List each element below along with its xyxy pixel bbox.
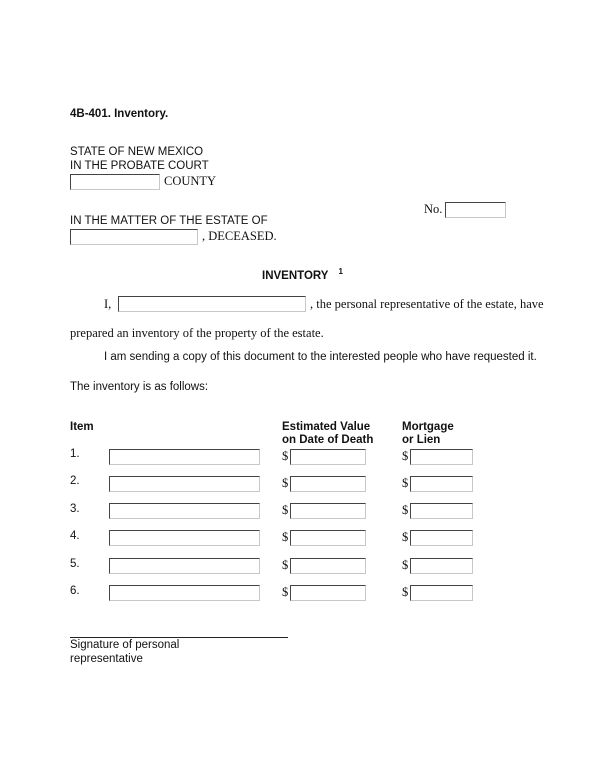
row-number: 2. xyxy=(70,475,80,487)
row-number: 6. xyxy=(70,585,80,597)
column-header-mortgage-line2: or Lien xyxy=(402,434,441,446)
dollar-sign: $ xyxy=(282,503,289,517)
item-description-field[interactable] xyxy=(109,530,260,546)
item-description-field[interactable] xyxy=(109,449,260,465)
intro-line1: , the personal representative of the estate, have xyxy=(310,297,544,311)
estimated-value-field[interactable] xyxy=(290,530,366,546)
mortgage-lien-field[interactable] xyxy=(410,476,473,492)
deceased-label: , DECEASED. xyxy=(202,229,277,243)
item-description-field[interactable] xyxy=(109,585,260,601)
mortgage-lien-field[interactable] xyxy=(410,503,473,519)
item-description-field[interactable] xyxy=(109,503,260,519)
decedent-name-field[interactable] xyxy=(70,229,198,245)
estimated-value-field[interactable] xyxy=(290,558,366,574)
document-title: INVENTORY $^1$ xyxy=(262,267,343,282)
column-header-estimated-line1: Estimated Value xyxy=(282,421,371,433)
mortgage-lien-field[interactable] xyxy=(410,449,473,465)
estimated-value-field[interactable] xyxy=(290,503,366,519)
estimated-value-field[interactable] xyxy=(290,476,366,492)
estimated-value-field[interactable] xyxy=(290,449,366,465)
row-number: 1. xyxy=(70,448,80,460)
dollar-sign: $ xyxy=(402,476,409,490)
dollar-sign: $ xyxy=(402,585,409,599)
dollar-sign: $ xyxy=(282,558,289,572)
matter-label: IN THE MATTER OF THE ESTATE OF xyxy=(70,215,268,227)
county-label: COUNTY xyxy=(164,174,217,188)
row-number: 3. xyxy=(70,503,80,515)
dollar-sign: $ xyxy=(282,476,289,490)
item-description-field[interactable] xyxy=(109,558,260,574)
dollar-sign: $ xyxy=(282,585,289,599)
copy-statement: I am sending a copy of this document to the interested people who have requested it. xyxy=(104,351,537,363)
mortgage-lien-field[interactable] xyxy=(410,558,473,574)
column-header-estimated-line2: on Date of Death xyxy=(282,434,374,446)
estimated-value-field[interactable] xyxy=(290,585,366,601)
section-heading: 4B-401. Inventory. xyxy=(70,108,169,120)
row-number: 5. xyxy=(70,558,80,570)
row-number: 4. xyxy=(70,530,80,542)
state-label: STATE OF NEW MEXICO xyxy=(70,146,204,158)
item-description-field[interactable] xyxy=(109,476,260,492)
inventory-follows: The inventory is as follows: xyxy=(70,381,209,393)
county-field[interactable] xyxy=(70,174,160,190)
representative-name-field[interactable] xyxy=(118,296,306,312)
intro-line2: prepared an inventory of the property of the estate. xyxy=(70,326,324,340)
footnote-marker: 1 xyxy=(338,267,343,276)
dollar-sign: $ xyxy=(402,449,409,463)
mortgage-lien-field[interactable] xyxy=(410,585,473,601)
signature-label-line1: Signature of personal xyxy=(70,639,180,651)
case-number-field[interactable] xyxy=(445,202,506,218)
column-header-mortgage-line1: Mortgage xyxy=(402,421,454,433)
dollar-sign: $ xyxy=(402,558,409,572)
signature-line[interactable] xyxy=(70,637,288,638)
mortgage-lien-field[interactable] xyxy=(410,530,473,546)
case-number-label: No. xyxy=(424,202,443,216)
column-header-item: Item xyxy=(70,421,94,433)
dollar-sign: $ xyxy=(282,530,289,544)
dollar-sign: $ xyxy=(282,449,289,463)
signature-label-line2: representative xyxy=(70,653,143,665)
dollar-sign: $ xyxy=(402,503,409,517)
intro-i-label: I, xyxy=(104,297,112,311)
court-label: IN THE PROBATE COURT xyxy=(70,160,209,172)
dollar-sign: $ xyxy=(402,530,409,544)
